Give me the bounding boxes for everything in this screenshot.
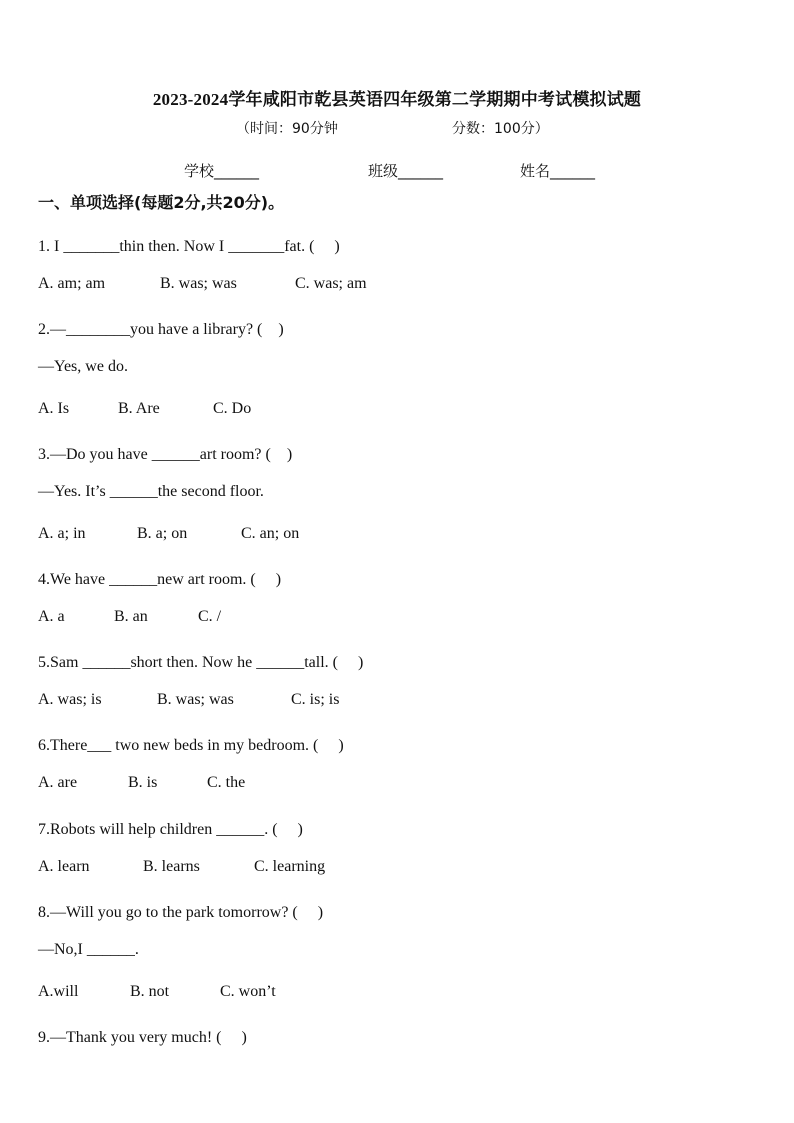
option-b: B. was; was bbox=[160, 275, 237, 292]
question-9: 9.—Thank you very much! ( ) bbox=[38, 1029, 247, 1046]
exam-title: 2023-2024学年咸阳市乾县英语四年级第二学期期中考试模拟试题 bbox=[152, 90, 642, 109]
option-c: C. was; am bbox=[295, 275, 367, 292]
option-c: C. / bbox=[198, 608, 222, 625]
option-c: C. is; is bbox=[291, 691, 340, 708]
option-a: A. Is bbox=[38, 400, 70, 417]
option-a: A. a; in bbox=[38, 525, 86, 542]
option-a: A. was; is bbox=[38, 691, 102, 708]
option-a: A. am; am bbox=[38, 275, 106, 292]
option-a: A. a bbox=[38, 608, 65, 625]
option-b: B. is bbox=[128, 774, 158, 791]
name-field: 姓名______ bbox=[520, 162, 596, 180]
question-6: 6.There___ two new beds in my bedroom. ( ) bbox=[38, 737, 344, 754]
question-4: 4.We have ______new art room. ( ) bbox=[38, 571, 282, 588]
option-c: C. won’t bbox=[220, 983, 276, 1000]
section-title: 一、单项选择(每题2分,共20分)。 bbox=[38, 193, 285, 212]
question-3-reply: —Yes. It’s ______the second floor. bbox=[38, 483, 264, 500]
question-3: 3.—Do you have ______art room? ( ) bbox=[38, 446, 293, 463]
option-a: A.will bbox=[38, 983, 79, 1000]
option-c: C. learning bbox=[254, 858, 326, 875]
option-b: B. a; on bbox=[137, 525, 188, 542]
question-8-reply: —No,I ______. bbox=[38, 941, 139, 958]
exam-score: 分数：100分） bbox=[452, 121, 549, 137]
option-b: B. was; was bbox=[157, 691, 234, 708]
question-5: 5.Sam ______short then. Now he ______tall. ( ) bbox=[38, 654, 364, 671]
option-b: B. not bbox=[130, 983, 170, 1000]
option-b: B. an bbox=[114, 608, 148, 625]
question-2: 2.—________you have a library? ( ) bbox=[38, 321, 284, 338]
option-a: A. are bbox=[38, 774, 78, 791]
question-2-reply: —Yes, we do. bbox=[38, 358, 128, 375]
exam-time: （时间：90分钟 bbox=[236, 121, 338, 137]
question-7: 7.Robots will help children ______. ( ) bbox=[38, 821, 303, 838]
option-b: B. learns bbox=[143, 858, 200, 875]
class-field: 班级______ bbox=[368, 162, 444, 180]
option-c: C. the bbox=[207, 774, 246, 791]
question-1: 1. I _______thin then. Now I _______fat. ( ) bbox=[38, 238, 340, 255]
option-c: C. Do bbox=[213, 400, 252, 417]
question-8: 8.—Will you go to the park tomorrow? ( ) bbox=[38, 904, 324, 921]
option-a: A. learn bbox=[38, 858, 90, 875]
school-field: 学校______ bbox=[184, 162, 260, 180]
option-b: B. Are bbox=[118, 400, 160, 417]
option-c: C. an; on bbox=[241, 525, 300, 542]
